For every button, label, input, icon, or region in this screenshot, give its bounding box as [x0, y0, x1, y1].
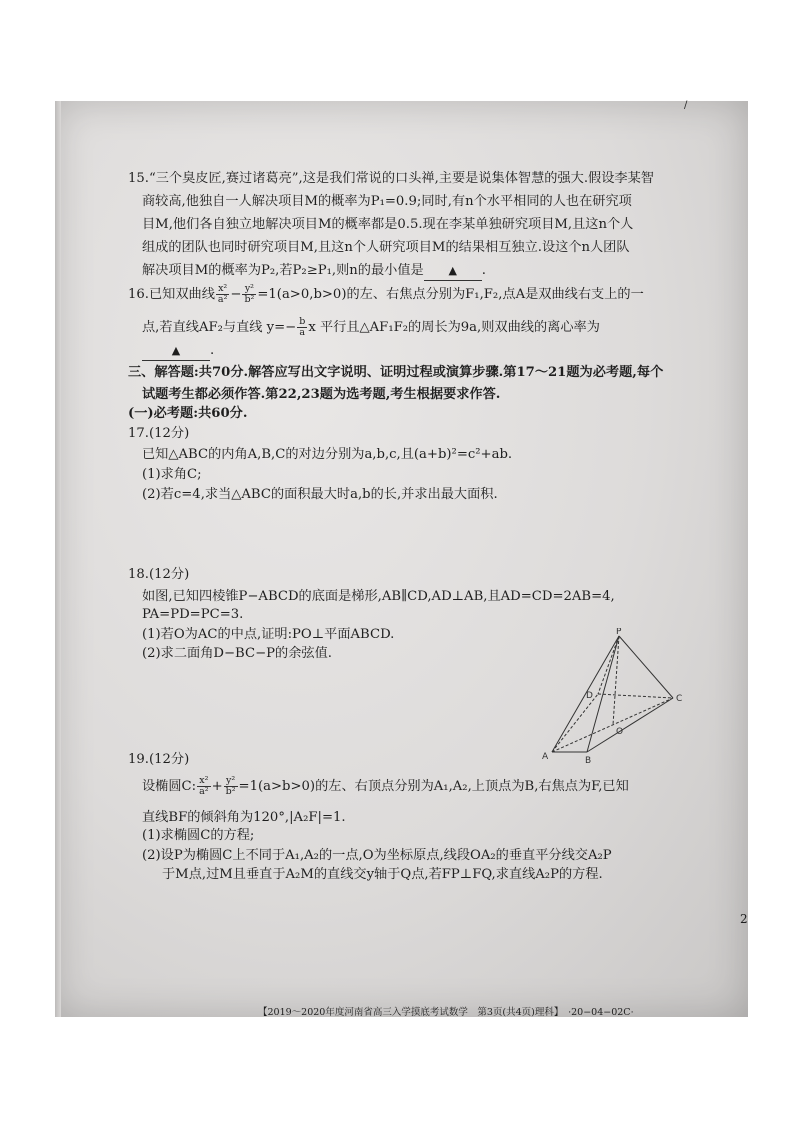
edge-PD-hidden — [598, 636, 619, 694]
q18-line-3: (1)若O为AC的中点,证明:PO⊥平面ABCD. — [142, 627, 395, 642]
q19-line-3: (1)求椭圆C的方程; — [142, 828, 255, 843]
q17-heading: 17.(12分) — [128, 426, 190, 441]
corner-mark: / — [684, 100, 688, 111]
label-B: B — [585, 756, 592, 766]
section-3-line-2: 试题考生都必须作答.第22,23题为选考题,考生根据要求作答. — [142, 387, 501, 402]
edge-AD-hidden — [552, 694, 598, 752]
q19-heading: 19.(12分) — [128, 752, 190, 767]
label-C: C — [676, 694, 683, 704]
edge-DC-hidden — [598, 694, 673, 698]
segment-PO-hidden — [613, 636, 619, 725]
q17-line-3: (2)若c=4,求当△ABC的面积最大时a,b的长,并求出最大面积. — [142, 487, 498, 502]
q19-frac-y: $\frac{\text{y²}}{\text{b²}}$ — [225, 775, 236, 797]
q18-heading: 18.(12分) — [128, 567, 190, 582]
q18-line-1: 如图,已知四棱锥P−ABCD的底面是梯形,AB∥CD,AD⊥AB,且AD=CD=2AB=4, — [142, 589, 615, 604]
q16-line-3: ▲ . — [142, 342, 214, 361]
q15-line-1: 15.“三个臭皮匠,赛过诸葛亮”,这是我们常说的口头禅,主要是说集体智慧的强大.假设李某智 — [128, 171, 654, 186]
edge-page-number: 2 — [740, 912, 748, 926]
q19-line-1: 设椭圆C: $\frac{\text{x²}}{\text{a²}}$ + $\frac{\text{y²}}{\text{b²}}$ =1(a>b>0)的左、右顶点分别为A₁,A₂,上顶点为B,右焦点为F,已知 — [142, 775, 629, 797]
edge-PC — [619, 636, 673, 698]
q16-line-2: 点,若直线AF₂与直线 y=− $\frac{b}{a}$ x 平行且△AF₁F₂的周长为9a,则双曲线的离心率为 — [142, 316, 600, 338]
q19-line-5: 于M点,过M且垂直于A₂M的直线交y轴于Q点,若FP⊥FQ,求直线A₂P的方程. — [162, 867, 603, 882]
q15-line-4: 组成的团队也同时研究项目M,且这n个人研究项目M的结果相互独立.设这个n人团队 — [142, 240, 630, 255]
backdrop — [0, 1017, 794, 1122]
q19-line-2: 直线BF的倾斜角为120°,|A₂F|=1. — [142, 810, 346, 825]
label-D: D — [586, 691, 593, 701]
q16-answer-blank: ▲ — [142, 342, 210, 361]
q19-frac-x: $\frac{\text{x²}}{\text{a²}}$ — [199, 775, 209, 797]
label-O: O — [616, 727, 624, 737]
q15-line-3: 目M,他们各自独立地解决项目M的概率都是0.5.现在李某单独研究项目M,且这n个人 — [142, 217, 634, 232]
q18-line-4: (2)求二面角D−BC−P的余弦值. — [142, 646, 332, 661]
q16-frac-slope: $\frac{b}{a}$ — [299, 316, 306, 338]
q16-frac-x: $\frac{\text{x²}}{\text{a²}}$ — [217, 283, 228, 305]
page-footer: 【2019～2020年度河南省高三入学摸底考试数学 第3页(共4页)理科】 ·20−04−02C· — [258, 1007, 634, 1018]
q16-frac-y: $\frac{\text{y²}}{\text{b²}}$ — [244, 283, 255, 305]
label-A: A — [542, 752, 549, 762]
q19-line-4: (2)设P为椭圆C上不同于A₁,A₂的一点,O为坐标原点,线段OA₂的垂直平分线交A₂P — [142, 848, 612, 863]
q15-line-2: 商较高,他独自一人解决项目M的概率为P₁=0.9;同时,有n个水平相同的人也在研究项 — [142, 194, 632, 209]
q16-line-1: 16.已知双曲线 $\frac{\text{x²}}{\text{a²}}$ − $\frac{\text{y²}}{\text{b²}}$ =1(a>0,b>0)的左、右焦点分别为F₁,F₂,点A是双曲线右支上的一 — [128, 283, 644, 305]
diagonal-AC-hidden — [552, 698, 673, 752]
q17-line-2: (1)求角C; — [142, 467, 202, 482]
pyramid-figure — [540, 628, 700, 768]
q15-answer-blank: ▲ — [424, 262, 482, 281]
section-3-title: 三、解答题:共70分.解答应写出文字说明、证明过程或演算步骤.第17～21题为必考题,每个 — [128, 365, 664, 380]
label-P: P — [616, 628, 622, 637]
q18-line-2: PA=PD=PC=3. — [142, 607, 244, 622]
q17-line-1: 已知△ABC的内角A,B,C的对边分别为a,b,c,且(a+b)²=c²+ab. — [142, 447, 513, 462]
q15-line-5: 解决项目M的概率为P₂,若P₂≥P₁,则n的最小值是 ▲ . — [142, 262, 486, 281]
section-required-title: (一)必考题:共60分. — [128, 406, 248, 421]
